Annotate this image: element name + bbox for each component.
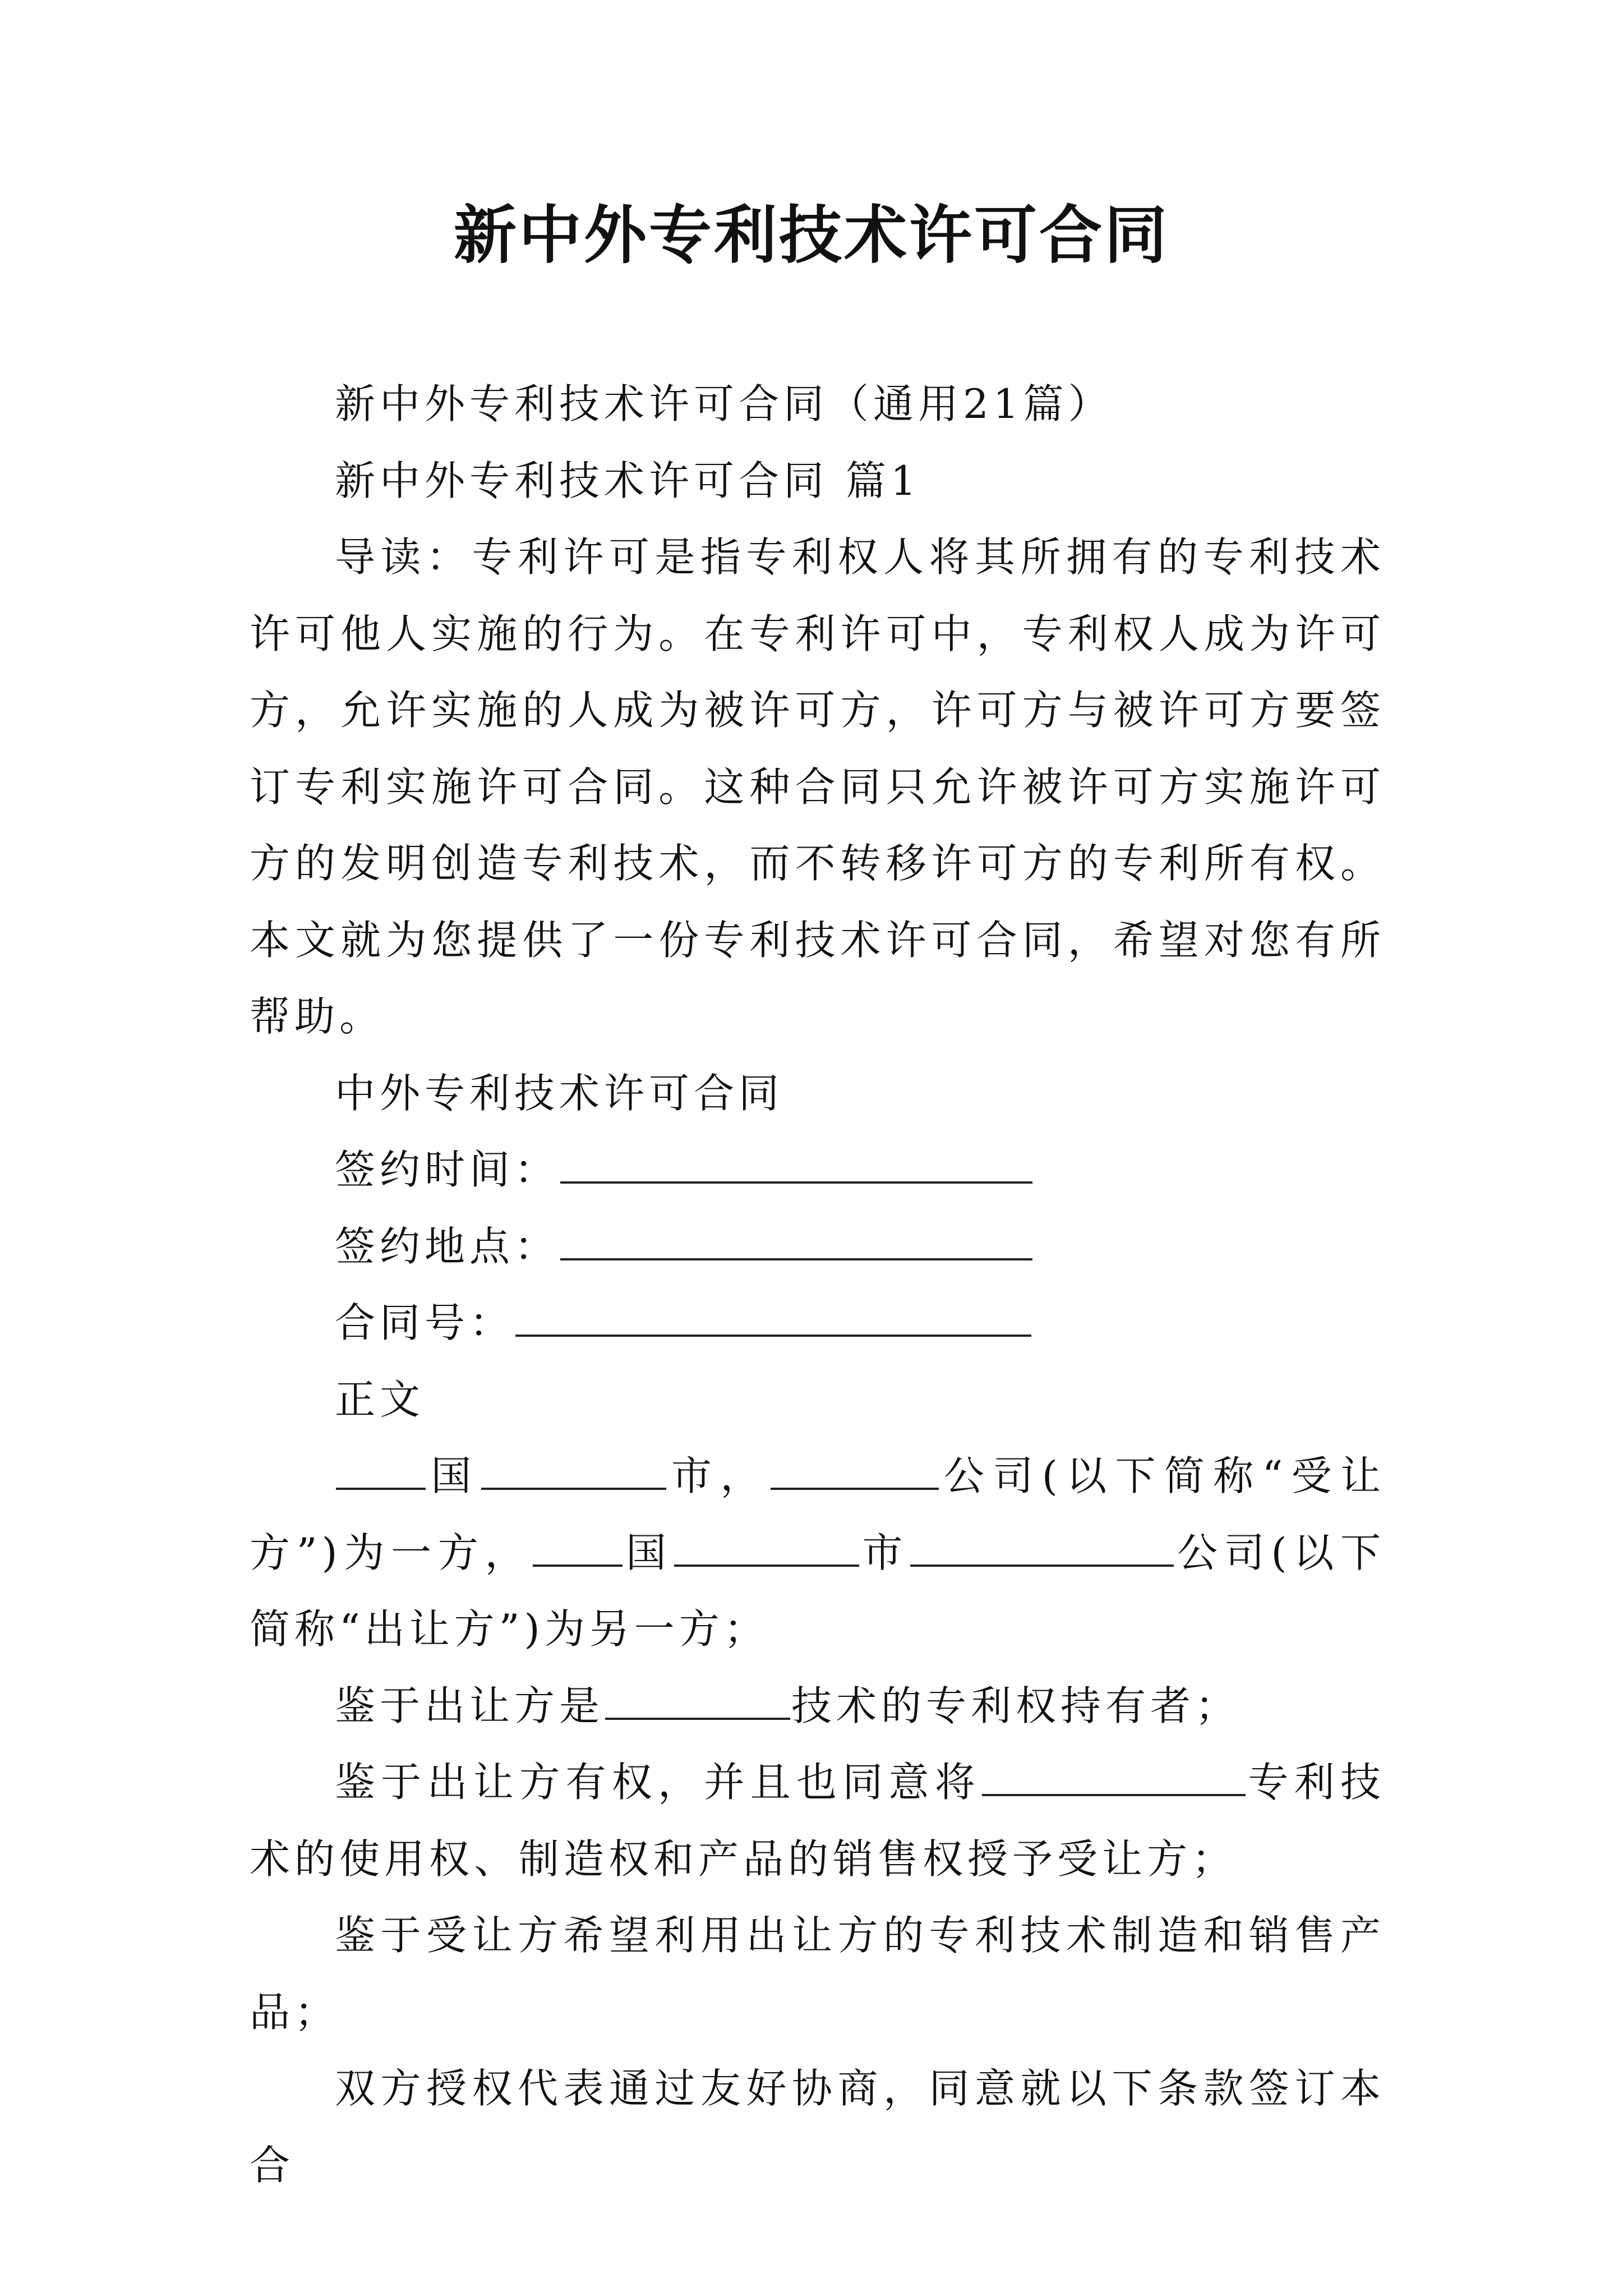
company2-text: 公司(以下简称“出让方”)为另一方；	[250, 1529, 1385, 1653]
contract-no-blank	[515, 1297, 1031, 1337]
whereas-3: 鉴于受让方希望利用出让方的专利技术制造和销售产品；	[250, 1912, 1385, 2036]
sign-time-line	[250, 1131, 1385, 1208]
sign-place-blank	[560, 1221, 1032, 1260]
sign-place-line	[250, 1208, 1385, 1285]
city2-text: 市	[860, 1529, 910, 1576]
contract-name: 中外专利技术许可合同	[335, 1069, 784, 1117]
document-title: 新中外专利技术许可合同	[454, 199, 1169, 272]
country1-text: 国	[427, 1452, 480, 1499]
body-heading: 正文	[335, 1375, 425, 1423]
whereas-1-a: 鉴于出让方是	[335, 1682, 605, 1729]
company2-blank	[910, 1527, 1174, 1567]
country2-blank	[533, 1527, 623, 1567]
section-heading: 新中外专利技术许可合同 篇1	[335, 457, 921, 504]
subtitle: 新中外专利技术许可合同（通用21篇）	[335, 380, 1113, 427]
whereas-2-a: 鉴于出让方有权，并且也同意将	[335, 1759, 981, 1806]
whereas-1	[250, 1668, 1385, 1745]
sign-time-blank	[560, 1144, 1032, 1184]
whereas-1-b: 技术的专利权持有者；	[791, 1682, 1241, 1729]
country2-text: 国	[624, 1529, 673, 1576]
company1-blank	[771, 1451, 939, 1490]
country1-blank	[336, 1451, 426, 1490]
sign-time-label: 签约时间：	[335, 1146, 560, 1193]
whereas-1-blank	[605, 1681, 790, 1720]
party-paragraph	[250, 1438, 1385, 1668]
agreement-paragraph: 双方授权代表通过友好协商，同意就以下条款签订本合	[250, 2065, 1385, 2189]
city1-text: 市，	[667, 1452, 769, 1499]
sign-place-label: 签约地点：	[335, 1222, 560, 1270]
whereas-2-b: 专利技术的使用权、制造权和产品的销售权授予受让方；	[250, 1759, 1385, 1883]
intro-paragraph: 导读：专利许可是指专利权人将其所拥有的专利技术许可他人实施的行为。在专利许可中，专利权人成为许可方，允许实施的人成为被许可方，许可方与被许可方要签订专利实施许可合同。这种合同只允许被许可方实施许可方的发明创造专利技术，而不转移许可方的专利所有权。本文就为您提供了一份专利技术许可合同，希望对您有所帮助。	[250, 533, 1385, 1040]
whereas-2-blank	[982, 1757, 1246, 1796]
contract-no-line	[250, 1285, 1385, 1361]
whereas-2	[250, 1744, 1385, 1897]
city2-blank	[674, 1527, 859, 1567]
city1-blank	[481, 1451, 666, 1490]
company1-text: 公司(以下简称“受让方”)为一方，	[250, 1452, 1385, 1576]
document-body	[250, 366, 1385, 2203]
contract-no-label: 合同号：	[335, 1299, 515, 1346]
